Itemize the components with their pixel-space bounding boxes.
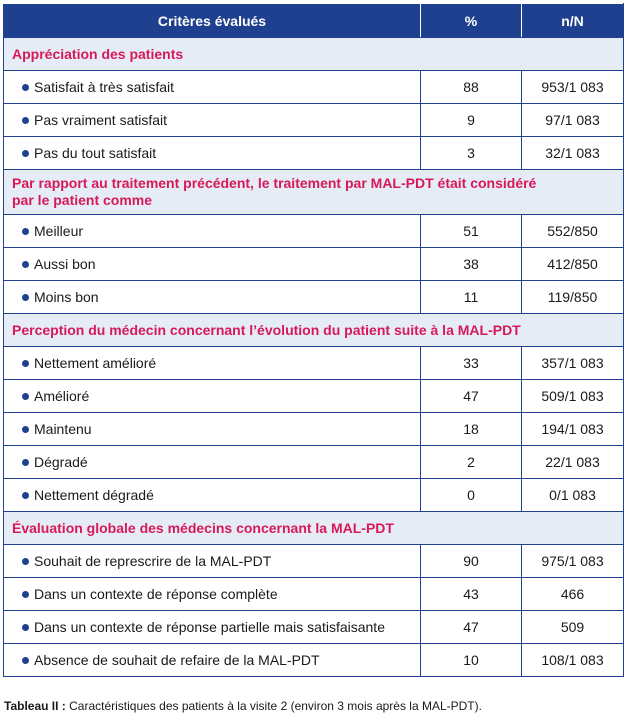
section-header-global-evaluation — [4, 512, 624, 545]
header-criteria: Critères évalués — [4, 4, 421, 38]
header-count: n/N — [522, 4, 624, 38]
section-title: Appréciation des patients — [4, 38, 624, 71]
row-label: Nettement amélioré — [34, 355, 157, 371]
row-percent: 38 — [421, 248, 522, 281]
row-count: 22/1 083 — [522, 446, 624, 479]
bullet-icon — [22, 426, 29, 433]
table-row — [4, 479, 624, 512]
bullet-icon — [22, 591, 29, 598]
section-title: Évaluation globale des médecins concernant la MAL-PDT — [4, 512, 624, 545]
table-row — [4, 446, 624, 479]
row-count: 975/1 083 — [522, 545, 624, 578]
bullet-icon — [22, 624, 29, 631]
row-count: 412/850 — [522, 248, 624, 281]
table-row — [4, 281, 624, 314]
caption-text: Caractéristiques des patients à la visite 2 (environ 3 mois après la MAL-PDT). — [65, 699, 482, 713]
row-count: 357/1 083 — [522, 347, 624, 380]
bullet-icon — [22, 117, 29, 124]
row-label: Amélioré — [34, 388, 90, 404]
table-row — [4, 611, 624, 644]
row-percent: 90 — [421, 545, 522, 578]
row-count: 953/1 083 — [522, 71, 624, 104]
results-table — [3, 3, 624, 677]
row-percent: 18 — [421, 413, 522, 446]
table-row — [4, 104, 624, 137]
section-title: Perception du médecin concernant l’évolution du patient suite à la MAL-PDT — [4, 314, 624, 347]
row-label: Satisfait à très satisfait — [34, 79, 175, 95]
row-label: Aussi bon — [34, 256, 96, 272]
row-percent: 0 — [421, 479, 522, 512]
row-percent: 47 — [421, 611, 522, 644]
row-label: Nettement dégradé — [34, 487, 154, 503]
row-percent: 3 — [421, 137, 522, 170]
row-label: Dans un contexte de réponse complète — [34, 586, 278, 602]
table-row — [4, 380, 624, 413]
bullet-icon — [22, 150, 29, 157]
row-label: Souhait de represcrire de la MAL-PDT — [34, 553, 272, 569]
row-count: 509/1 083 — [522, 380, 624, 413]
section-title — [4, 170, 624, 215]
section-header-previous-treatment — [4, 170, 624, 215]
table-row — [4, 248, 624, 281]
row-label: Dégradé — [34, 454, 88, 470]
row-count: 466 — [522, 578, 624, 611]
row-label: Meilleur — [34, 223, 84, 239]
row-percent: 51 — [421, 215, 522, 248]
row-percent: 9 — [421, 104, 522, 137]
header-percent: % — [421, 4, 522, 38]
table-row — [4, 578, 624, 611]
row-label: Pas du tout satisfait — [34, 145, 157, 161]
section-header-patient-appreciation — [4, 38, 624, 71]
section-title-text: Par rapport au traitement précédent, le traitement par MAL-PDT était considéré par le patient comme — [12, 175, 537, 208]
table-row — [4, 71, 624, 104]
table-row — [4, 215, 624, 248]
row-percent: 43 — [421, 578, 522, 611]
bullet-icon — [22, 360, 29, 367]
row-count: 194/1 083 — [522, 413, 624, 446]
bullet-icon — [22, 261, 29, 268]
bullet-icon — [22, 228, 29, 235]
bullet-icon — [22, 294, 29, 301]
bullet-icon — [22, 459, 29, 466]
bullet-icon — [22, 393, 29, 400]
caption-label: Tableau II : — [4, 699, 66, 713]
table-row — [4, 347, 624, 380]
bullet-icon — [22, 657, 29, 664]
row-label: Pas vraiment satisfait — [34, 112, 168, 128]
bullet-icon — [22, 492, 29, 499]
row-count: 119/850 — [522, 281, 624, 314]
bullet-icon — [22, 84, 29, 91]
bullet-icon — [22, 558, 29, 565]
table-caption — [4, 699, 482, 713]
row-count: 552/850 — [522, 215, 624, 248]
table-row — [4, 644, 624, 677]
row-percent: 2 — [421, 446, 522, 479]
row-label: Moins bon — [34, 289, 99, 305]
row-percent: 11 — [421, 281, 522, 314]
table-row — [4, 137, 624, 170]
table-row — [4, 545, 624, 578]
section-header-physician-perception — [4, 314, 624, 347]
row-label: Dans un contexte de réponse partielle mais satisfaisante — [34, 619, 385, 635]
row-percent: 33 — [421, 347, 522, 380]
row-percent: 88 — [421, 71, 522, 104]
row-count: 0/1 083 — [522, 479, 624, 512]
row-count: 97/1 083 — [522, 104, 624, 137]
row-label: Absence de souhait de refaire de la MAL-PDT — [34, 652, 320, 668]
row-count: 32/1 083 — [522, 137, 624, 170]
row-count: 108/1 083 — [522, 644, 624, 677]
row-percent: 10 — [421, 644, 522, 677]
table-row — [4, 413, 624, 446]
row-count: 509 — [522, 611, 624, 644]
table-header-row — [4, 4, 624, 38]
row-label: Maintenu — [34, 421, 92, 437]
row-percent: 47 — [421, 380, 522, 413]
